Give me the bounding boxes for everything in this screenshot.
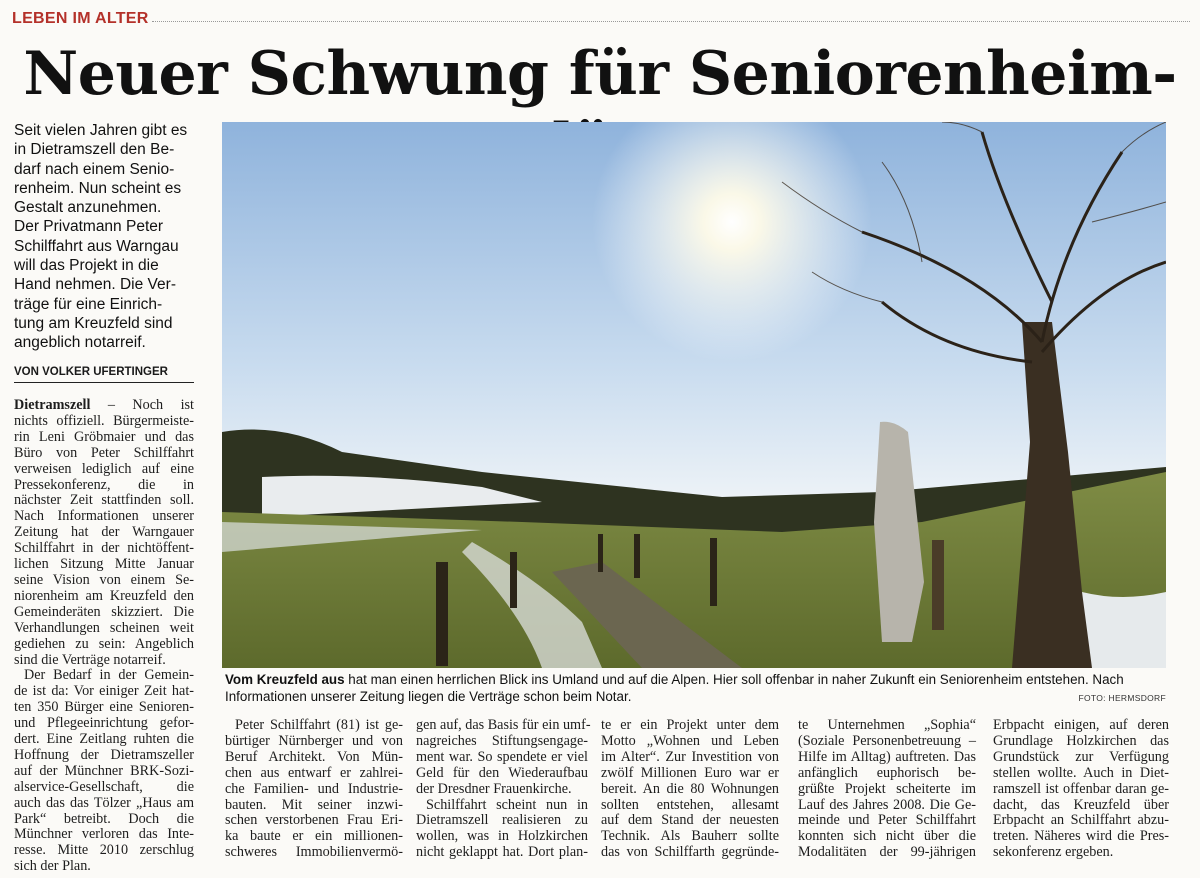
text-line: Münchner verloren das Inte- — [14, 826, 194, 843]
text-line: Der Bedarf in der Gemein- — [24, 667, 194, 684]
text-line: bereit. An die 80 Wohnungen — [601, 780, 779, 797]
text-line: Motto „Wohnen und Leben — [601, 732, 779, 749]
text-line: Geld für den Wiederaufbau — [416, 764, 588, 781]
text-line: alservice-Gesellschaft, die — [14, 778, 194, 795]
text-line: stellen wollte. Auch in Diet- — [993, 764, 1169, 781]
text-line: sind die Verträge notarreif. — [14, 651, 166, 668]
text-line: ten 350 Bürger eine Senioren- — [14, 699, 194, 716]
text-line: sich der Plan. — [14, 858, 91, 875]
text-line — [14, 398, 194, 414]
text-line: Peter Schilffahrt (81) ist ge- — [235, 717, 403, 733]
text-line: Technik. Als Bauherr sollte — [601, 828, 779, 845]
text-line-fragment: – Noch ist — [90, 397, 194, 413]
text-line: anfänglich euphorisch be- — [798, 764, 976, 781]
photo-credit: FOTO: HERMSDORF — [1078, 693, 1166, 703]
text-line: das von Schilffarth gegründe- — [601, 844, 779, 861]
text-line: Erbpacht einigen, auf deren — [993, 717, 1169, 733]
text-line: meinde und Peter Schilffahrt — [798, 812, 976, 829]
section-kicker: LEBEN IM ALTER — [12, 10, 149, 27]
text-line: Verhandlungen scheinen weit — [14, 619, 194, 636]
teaser-line: angeblich notarreif. — [14, 334, 146, 352]
text-line: nicht geklappt hat. Dort plan- — [416, 844, 588, 861]
text-line: te er ein Projekt unter dem — [601, 717, 779, 733]
text-line: dacht, das Kreuzfeld über — [993, 796, 1169, 813]
text-line: Büro von Peter Schilffahrt — [14, 444, 194, 461]
text-line: Gemeinderäten skizziert. Die — [14, 603, 194, 620]
teaser-line: Gestalt anzunehmen. — [14, 199, 162, 217]
text-line: auf dem Stand der neuesten — [601, 812, 779, 829]
text-line: verweisen lediglich auf eine — [14, 460, 194, 477]
text-line: chen aus entwarf er zahlrei- — [225, 764, 403, 781]
text-line: dert. Eine Zeitlang ruhten die — [14, 731, 194, 748]
teaser — [14, 121, 202, 353]
body-column-2 — [225, 718, 403, 861]
text-line: te Unternehmen „Sophia“ — [798, 717, 976, 733]
body-column-4 — [601, 718, 779, 861]
text-line: seine Vision von einem Se- — [14, 571, 194, 588]
text-line: resse. Mitte 2010 zerschlug — [14, 842, 194, 859]
body-column-3 — [416, 717, 591, 861]
text-line: sollten entstehen, allesamt — [601, 796, 779, 813]
text-line: Beruf Architekt. Von Mün- — [225, 748, 403, 765]
text-line: Hoffnung der Dietramszeller — [14, 746, 194, 763]
text-line: zwölf Millionen Euro war er — [601, 764, 779, 781]
photo-caption — [225, 672, 1170, 705]
text-line: der Dresdner Frauenkirche. — [416, 780, 572, 797]
teaser-line: Der Privatmann Peter — [14, 218, 164, 236]
body-column-6 — [993, 718, 1169, 861]
text-line: (Soziale Personenbetreuung – — [798, 732, 976, 749]
text-line: Nach Informationen unserer — [14, 508, 194, 525]
text-line: Pressekonferenz, die in — [14, 476, 194, 493]
text-line: sekonferenz ergeben. — [993, 844, 1114, 861]
teaser-line: in Dietramszell den Be- — [14, 141, 175, 159]
teaser-line: darf nach einem Senio- — [14, 160, 175, 178]
text-line: im Alter“. Zur Investition von — [601, 748, 779, 765]
text-line: Park“ betreibt. Doch die — [14, 810, 194, 827]
teaser-line: träge für eine Einrich- — [14, 295, 163, 313]
kicker-rule — [152, 21, 1190, 22]
text-line: schweres Immobilienvermö- — [225, 844, 403, 861]
landscape-photo — [222, 122, 1166, 668]
text-line: und Pflegeeinrichtung gefor- — [14, 715, 194, 732]
text-line: Zeitung hat der Warngauer — [14, 524, 194, 541]
teaser-line: renheim. Nun scheint es — [14, 179, 182, 197]
teaser-line: Seit vielen Jahren gibt es — [14, 122, 188, 139]
text-line: Lauf des Jahres 2008. Die Ge- — [798, 796, 976, 813]
text-line: Erbpacht an Schilffahrt abzu- — [993, 812, 1169, 829]
text-line: auch das das Tölzer „Haus am — [14, 794, 194, 811]
teaser-line: Schilffahrt aus Warngau — [14, 237, 179, 255]
caption-text: hat man einen herrlichen Blick ins Umland und auf die Alpen. Hier soll offenbar in naher Zukunft ein Seniorenheim entstehen. Nach Informationen unserer Zeitung liegen die Verträge schon beim Notar. — [225, 672, 1124, 704]
text-line: auf der Münchner BRK-Sozi- — [14, 762, 194, 779]
text-line: Grundstück zur Verfügung — [993, 748, 1169, 765]
text-line: nächster Zeit stattfinden soll. — [14, 492, 194, 509]
text-line: ka baute er ein millionen- — [225, 828, 403, 845]
headline: Neuer Schwung für Seniorenheim- — [23, 39, 1177, 109]
text-line: ment war. So spendete er viel — [416, 748, 588, 765]
text-line: de ist da: Vor einiger Zeit hat- — [14, 683, 194, 700]
text-line: lichen Sitzung Mitte Januar — [14, 556, 194, 573]
caption-lead: Vom Kreuzfeld aus — [225, 672, 345, 687]
text-line: rin Leni Gröbmaier und das — [14, 428, 194, 445]
teaser-line: will das Projekt in die — [14, 257, 159, 275]
text-line: wollen, was in Holzkirchen — [416, 828, 588, 845]
text-line: bürtiger Nürnberger und von — [225, 732, 403, 749]
text-line: schen verstorbenen Frau Eri- — [225, 812, 403, 829]
text-line: Schilffahrt in der nichtöffent- — [14, 540, 194, 557]
text-line: konnten sich nicht über die — [798, 828, 976, 845]
text-line: bauten. Mit seiner inzwi- — [225, 796, 403, 813]
text-line: Hilfe im Alltag) auftreten. Das — [798, 748, 976, 765]
text-line: ramszell ist offenbar daran ge- — [993, 780, 1169, 797]
text-line: Modalitäten der 99-jährigen — [798, 844, 976, 861]
text-line: gen auf, das Basis für ein umf- — [416, 717, 591, 733]
dateline: Dietramszell — [14, 397, 91, 413]
text-line: niorenheim am Kreuzfeld den — [14, 587, 194, 604]
body-column-5 — [798, 718, 976, 861]
body-column-1 — [14, 398, 194, 875]
teaser-line: Hand nehmen. Die Ver- — [14, 276, 176, 294]
text-line: Grundlage Holzkirchen das — [993, 732, 1169, 749]
text-line: treten. Näheres wird die Pres- — [993, 828, 1169, 845]
text-line: grüßte Projekt scheiterte im — [798, 780, 976, 797]
text-line: gediehen zu sein: Angeblich — [14, 635, 194, 652]
text-line: che Familien- und Industrie- — [225, 780, 403, 797]
teaser-line: tung am Kreuzfeld sind — [14, 314, 173, 332]
byline: VON VOLKER UFERTINGER — [14, 366, 194, 383]
text-line: Schilffahrt scheint nun in — [426, 796, 588, 813]
text-line: nichts offiziell. Bürgermeiste- — [14, 412, 194, 429]
text-line: nagreiches Stiftungsengage- — [416, 732, 588, 749]
text-line: Dietramszell realisieren zu — [416, 812, 588, 829]
